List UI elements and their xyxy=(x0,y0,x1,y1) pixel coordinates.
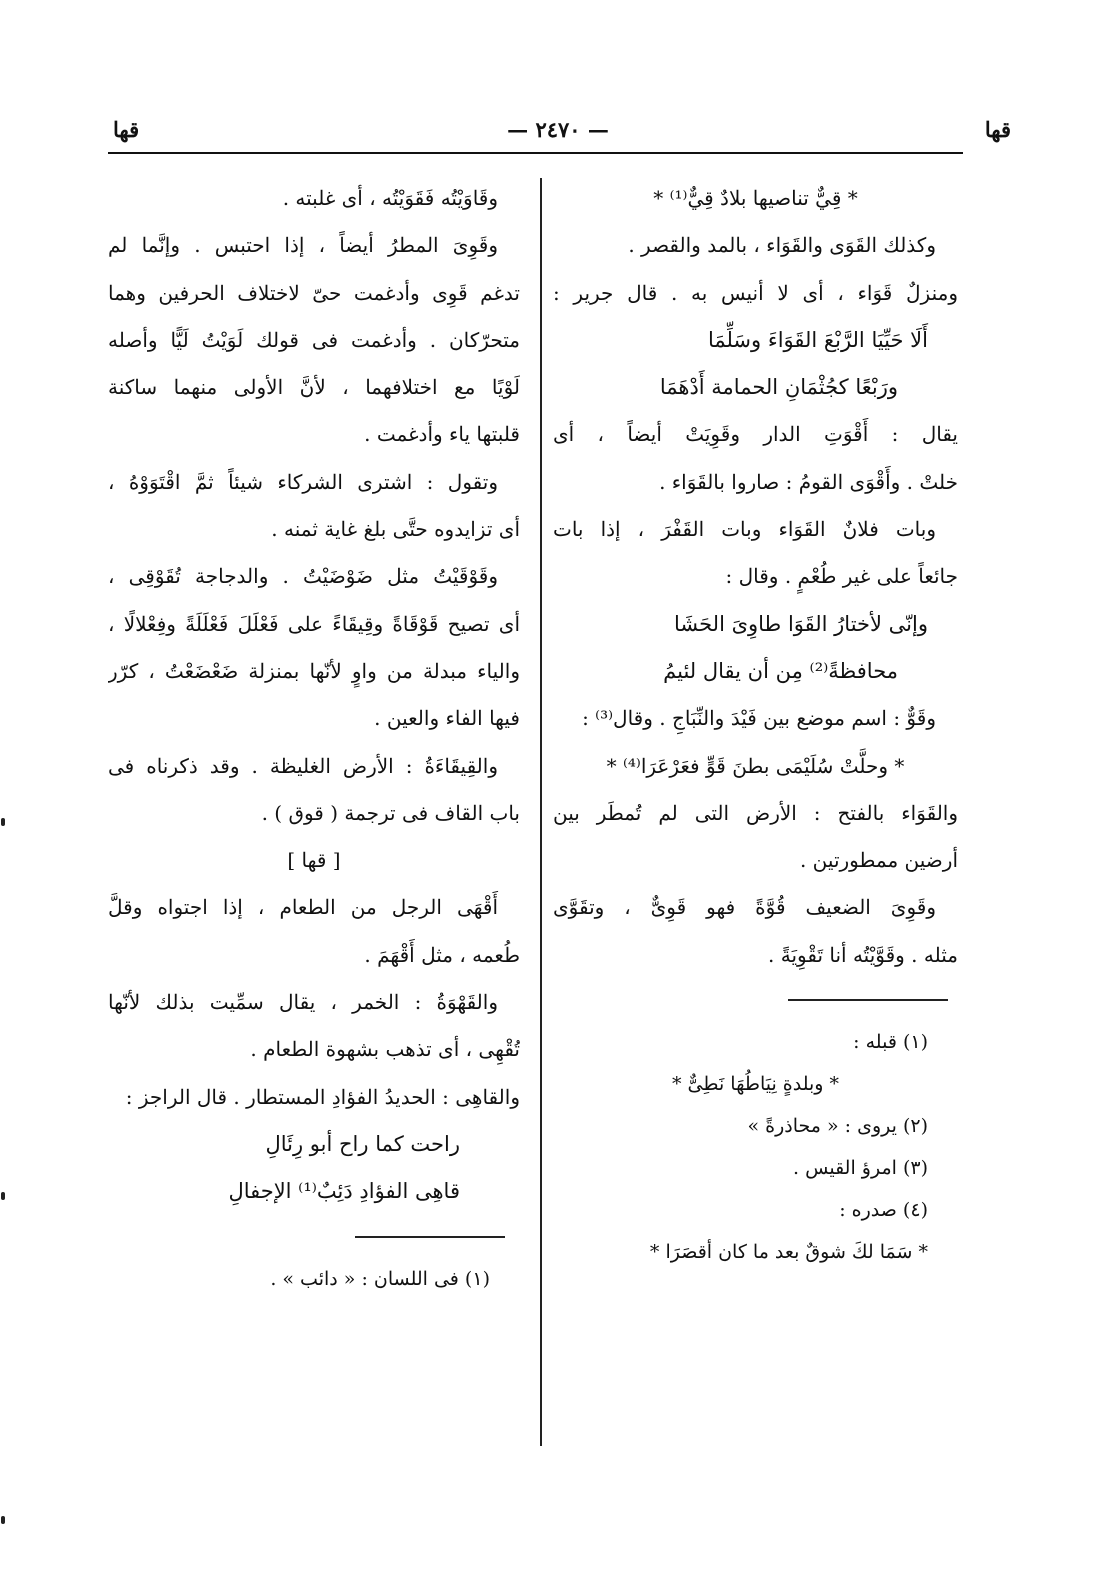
scan-mark xyxy=(1,1192,5,1200)
footnote: (١) فى اللسان : « دائب » . xyxy=(270,1267,490,1290)
verse-line: ورَبْعًا كجُثْمَانِ الحمامة أَدْهَمَا xyxy=(659,375,898,400)
verse-line: أَلَا حَيِّيَا الرَّبْعَ القَوَاءَ وسَلِّمَا xyxy=(707,327,928,352)
text-line: جائعاً على غير طُعْمٍ . وقال : xyxy=(725,564,958,589)
text-line: وقَوِىَ الضعيف قُوَّةً فهو قَوِىٌّ ، وتقَوَّى xyxy=(553,895,936,920)
verse-line: قاهِى الفؤادِ دَئِبٌ⁽¹⁾ الإجفالِ xyxy=(228,1179,460,1204)
text-line: والقَهْوَةُ : الخمر ، يقال سمِّيت بذلك لأنّها xyxy=(108,990,498,1015)
footnote: (٤) صدره : xyxy=(839,1199,928,1222)
text-line: وبات فلانٌ القَوَاء وبات القَفْرَ ، إذا بات xyxy=(553,517,936,542)
text-line: قلبتها ياء وأدغمت . xyxy=(364,422,520,447)
footnote: (١) قبله : xyxy=(853,1031,928,1054)
footnote-verse: * وبلدةٍ نِيَاطُهَا نَطِىٌّ * xyxy=(671,1073,840,1096)
text-line: * قِيٌّ تناصيها بلادٌ قِيٌّ⁽¹⁾ * xyxy=(653,186,858,210)
text-line: وقَوْقَيْتُ مثل ضَوْضَيْتُ . والدجاجة تُقَوْقِى ، xyxy=(108,564,498,589)
column-divider xyxy=(540,178,542,1446)
text-line: وكذلك القَوَى والقَوَاء ، بالمد والقصر . xyxy=(628,233,936,258)
text-line: أى تزايدوه حتَّى بلغ غاية ثمنه . xyxy=(271,517,520,542)
left-column xyxy=(108,175,520,1300)
header-right-word: قها xyxy=(984,117,1011,142)
text-line: وقَوِىَ المطرُ أيضاً ، إذا احتبس . وإنَّما لم xyxy=(108,233,498,258)
verse-line: محافظةً⁽²⁾ مِن أن يقال لئيمُ xyxy=(663,658,898,683)
text-line: وقَاوَيْتُه فَقَوَيْتُه ، أى غلبته . xyxy=(282,186,498,210)
text-line: خلتْ . وأَقْوَى القومُ : صاروا بالقَوَاء . xyxy=(659,469,958,494)
text-line: أَقْهَى الرجل من الطعام ، إذا اجتواه وقلَّ xyxy=(108,895,498,920)
verse-line: راحت كما راح أبو رِئَالِ xyxy=(265,1131,460,1156)
text-line: مثله . وقَوَّيْتُه أنا تَقْوِيَةً . xyxy=(768,942,958,967)
text-line: والقاهِى : الحديدُ الفؤادِ المستطار . قال الراجز : xyxy=(125,1084,520,1109)
header-left-word: قها xyxy=(113,117,140,142)
footnote-rule xyxy=(355,1236,505,1238)
text-line: يقال : أَقْوَتِ الدار وقَوِيَتْ أيضاً ، أى xyxy=(553,422,958,447)
text-line: والياء مبدلة من واوٍ لأنّها بمنزلة ضَعْضَعْتُ ، كرّر xyxy=(108,658,520,683)
text-line: تُقْهِى ، أى تذهب بشهوة الطعام . xyxy=(250,1037,520,1062)
text-line: تدغم قَوِى وأدغمت حىّ لاختلاف الحرفين وهما xyxy=(108,280,520,305)
right-column xyxy=(553,175,958,1273)
verse-line: * وحلَّتْ سُلَيْمَى بطنَ قَوٍّ فعَرْعَرَا⁽⁴⁾ * xyxy=(606,753,905,778)
page-number: — ٢٤٧٠ — xyxy=(507,117,609,142)
footnote: (٣) امرؤ القيس . xyxy=(793,1157,928,1180)
footnote: (٢) يروى : « محاذرةً » xyxy=(747,1115,928,1138)
text-line: فيها الفاء والعين . xyxy=(374,706,520,731)
header-rule xyxy=(108,152,963,154)
text-line: وتقول : اشترى الشركاء شيئاً ثمَّ اقْتَوَوْهُ ، xyxy=(108,469,498,494)
scan-mark xyxy=(1,1516,5,1524)
text-line: طُعمه ، مثل أَقْهَمَ . xyxy=(364,942,520,967)
text-line: لَوْيًا مع اختلافهما ، لأنَّ الأولى منهما ساكنة xyxy=(108,375,520,400)
verse-line: وإنّى لأختارُ القَوَا طاوِىَ الحَشَا xyxy=(673,611,928,636)
text-line: باب القاف فى ترجمة ( قوق ) . xyxy=(261,800,520,825)
footnote-verse: * سَمَا لكَ شوقٌ بعد ما كان أقصَرَا * xyxy=(649,1241,928,1264)
text-line: ومنزلٌ قَوَاء ، أى لا أنيس به . قال جرير : xyxy=(553,280,958,305)
text-line: والقِيقَاءَةُ : الأرض الغليظة . وقد ذكرناه فى xyxy=(108,753,498,778)
footnote-rule xyxy=(788,999,948,1001)
text-line: أى تصيح قَوْقَاةً وقِيقَاءً على فَعْلَلَ فَعْلَلَةً وفِعْلالًا ، xyxy=(108,611,520,636)
section-title: [ قها ] xyxy=(287,848,341,873)
text-line: وقَوٌّ : اسم موضع بين فَيْدَ والنِّبَاجِ . وقال⁽³⁾ : xyxy=(582,706,936,731)
text-line: أرضين ممطورتين . xyxy=(799,848,958,873)
text-line: متحرّكان . وأدغمت فى قولك لَوَيْتُ لَيًّا وأصله xyxy=(108,327,520,352)
scan-mark xyxy=(1,818,5,826)
text-line: والقَوَاء بالفتح : الأرض التى لم تُمطَر بين xyxy=(553,800,958,825)
